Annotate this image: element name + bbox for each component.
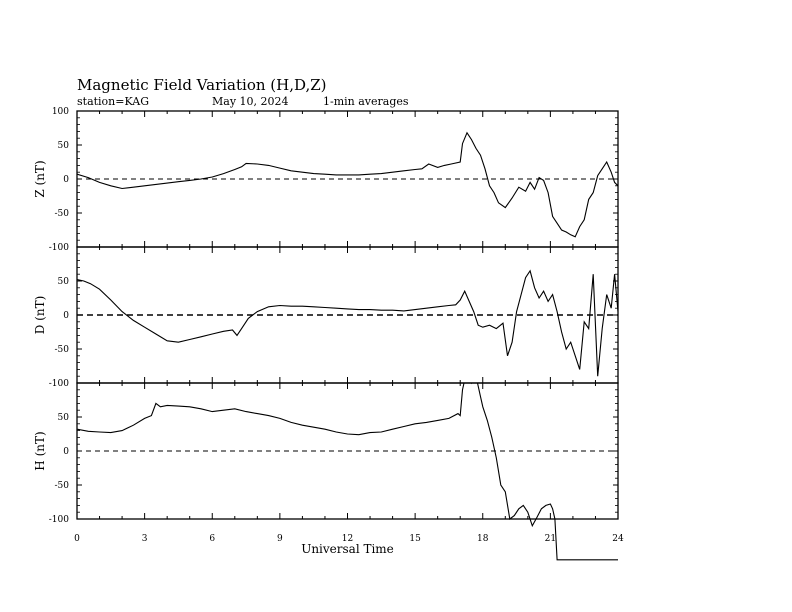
date-label: May 10, 2024 bbox=[212, 95, 289, 108]
y-tick-label: 100 bbox=[51, 107, 69, 117]
y-tick-label: 50 bbox=[57, 277, 69, 287]
y-tick-label: -100 bbox=[48, 379, 69, 389]
station-label: station=KAG bbox=[77, 95, 149, 108]
y-tick-label: 50 bbox=[57, 413, 69, 423]
y-tick-label: -100 bbox=[48, 515, 69, 525]
x-tick-label: 21 bbox=[544, 534, 557, 544]
y-tick-label: 0 bbox=[63, 311, 69, 321]
y-axis-label: H (nT) bbox=[33, 431, 47, 471]
x-tick-label: 3 bbox=[141, 534, 148, 544]
x-tick-label: 18 bbox=[477, 534, 489, 544]
x-tick-label: 6 bbox=[209, 534, 216, 544]
series-line-d bbox=[77, 271, 618, 376]
y-tick-label: 0 bbox=[63, 447, 69, 457]
y-axis-label: D (nT) bbox=[33, 295, 47, 335]
x-tick-label: 12 bbox=[341, 534, 354, 544]
series-line-z bbox=[77, 133, 618, 237]
x-axis-label: Universal Time bbox=[301, 542, 394, 556]
y-axis-label: Z (nT) bbox=[33, 160, 47, 198]
x-tick-label: 24 bbox=[612, 534, 624, 544]
x-tick-label: 15 bbox=[409, 534, 421, 544]
y-tick-label: -50 bbox=[54, 209, 69, 219]
y-tick-label: -100 bbox=[48, 243, 69, 253]
y-tick-label: -50 bbox=[54, 345, 69, 355]
panel-h bbox=[33, 369, 624, 559]
x-tick-label: 9 bbox=[277, 534, 283, 544]
y-tick-label: 0 bbox=[63, 175, 69, 185]
panel-z bbox=[33, 107, 618, 253]
y-tick-label: -50 bbox=[54, 481, 69, 491]
panel-d bbox=[33, 247, 618, 389]
chart-title: Magnetic Field Variation (H,D,Z) bbox=[77, 76, 327, 94]
series-line-h bbox=[77, 369, 618, 559]
x-tick-label: 0 bbox=[74, 534, 80, 544]
y-tick-label: 50 bbox=[57, 141, 69, 151]
averaging-label: 1-min averages bbox=[323, 95, 409, 108]
